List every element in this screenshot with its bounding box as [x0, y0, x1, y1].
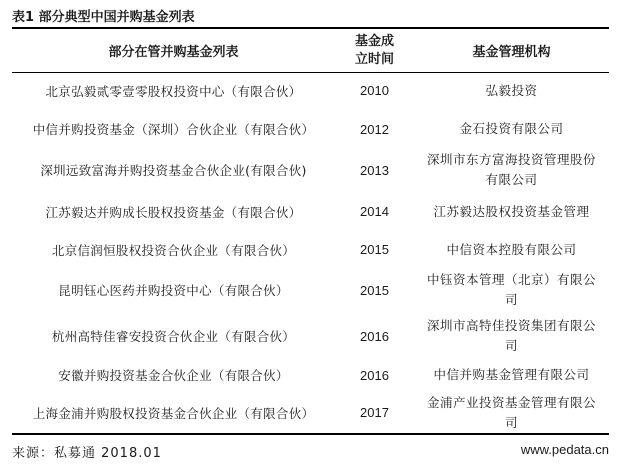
source-note: 来源：私募通 2018.01: [12, 446, 162, 461]
fund-name-cell: 上海金浦并购股权投资基金合伙企业（有限合伙）: [32, 405, 315, 421]
table-row: [12, 232, 609, 267]
fund-name-cell: 深圳远致富海并购投资基金合伙企业(有限合伙): [40, 163, 307, 178]
fund-name-cell: 中信并购投资基金（深圳）合伙企业（有限合伙）: [32, 122, 315, 137]
manager-cell: [414, 232, 609, 267]
fund-name-cell: 安徽并购投资基金合伙企业（有限合伙）: [58, 368, 289, 383]
year-cell: 2016: [360, 328, 389, 344]
manager-cell: [414, 267, 609, 313]
manager-cell: [414, 391, 609, 434]
year-cell: 2014: [360, 204, 389, 219]
table-row: [12, 109, 609, 149]
header-fund-list: 部分在管并购基金列表: [108, 45, 239, 60]
table-row: [12, 359, 609, 391]
year-cell: 2012: [360, 121, 389, 137]
manager-label: 深圳市东方富海投资管理股份有限公司: [426, 152, 596, 187]
table-row: [12, 191, 609, 232]
table-title: 表1 部分典型中国并购基金列表: [12, 10, 195, 25]
table-row: [12, 267, 609, 313]
fund-name-cell: 杭州高特佳睿安投资合伙企业（有限合伙）: [51, 329, 296, 344]
manager-cell: [414, 313, 609, 359]
manager-cell: [414, 359, 609, 391]
table-row: [12, 149, 609, 191]
header-manager: 基金管理机构: [472, 45, 551, 60]
year-cell: 2015: [360, 282, 389, 298]
fund-name-cell: 江苏毅达并购成长股权投资基金（有限合伙）: [45, 204, 302, 220]
manager-label: 中信资本控股有限公司: [446, 241, 577, 257]
table-row: [12, 313, 609, 359]
fund-name-cell: 北京弘毅贰零壹零股权投资中心（有限合伙）: [45, 83, 302, 99]
manager-cell: [414, 109, 609, 149]
manager-cell: [414, 149, 609, 191]
year-cell: 2013: [360, 162, 389, 178]
year-cell: 2010: [360, 83, 389, 98]
manager-label: 弘毅投资: [485, 82, 538, 98]
manager-cell: [414, 191, 609, 232]
table-row: [12, 72, 609, 109]
fund-table: [12, 29, 609, 434]
table-header-row: [12, 29, 609, 72]
website-link[interactable]: www.pedata.cn: [520, 442, 609, 457]
manager-label: 江苏毅达股权投资基金管理: [433, 203, 590, 219]
header-established-label: 基金成立时间: [354, 33, 394, 67]
manager-label: 金浦产业投资基金管理有限公司: [426, 394, 596, 430]
year-cell: 2015: [360, 242, 389, 257]
year-cell: 2016: [360, 367, 389, 383]
manager-label: 中信并购基金管理有限公司: [433, 367, 590, 382]
manager-cell: [414, 72, 609, 109]
fund-name-cell: 北京信润恒股权投资合伙企业（有限合伙）: [51, 242, 296, 258]
manager-label: 深圳市高特佳投资集团有限公司: [426, 318, 596, 353]
table-row: [12, 391, 609, 434]
manager-label: 中钰资本管理（北京）有限公司: [426, 272, 596, 307]
fund-name-cell: 昆明钰心医药并购投资中心（有限合伙）: [58, 283, 289, 298]
year-cell: 2017: [360, 405, 389, 420]
manager-label: 金石投资有限公司: [459, 121, 564, 136]
header-established: [335, 29, 414, 72]
